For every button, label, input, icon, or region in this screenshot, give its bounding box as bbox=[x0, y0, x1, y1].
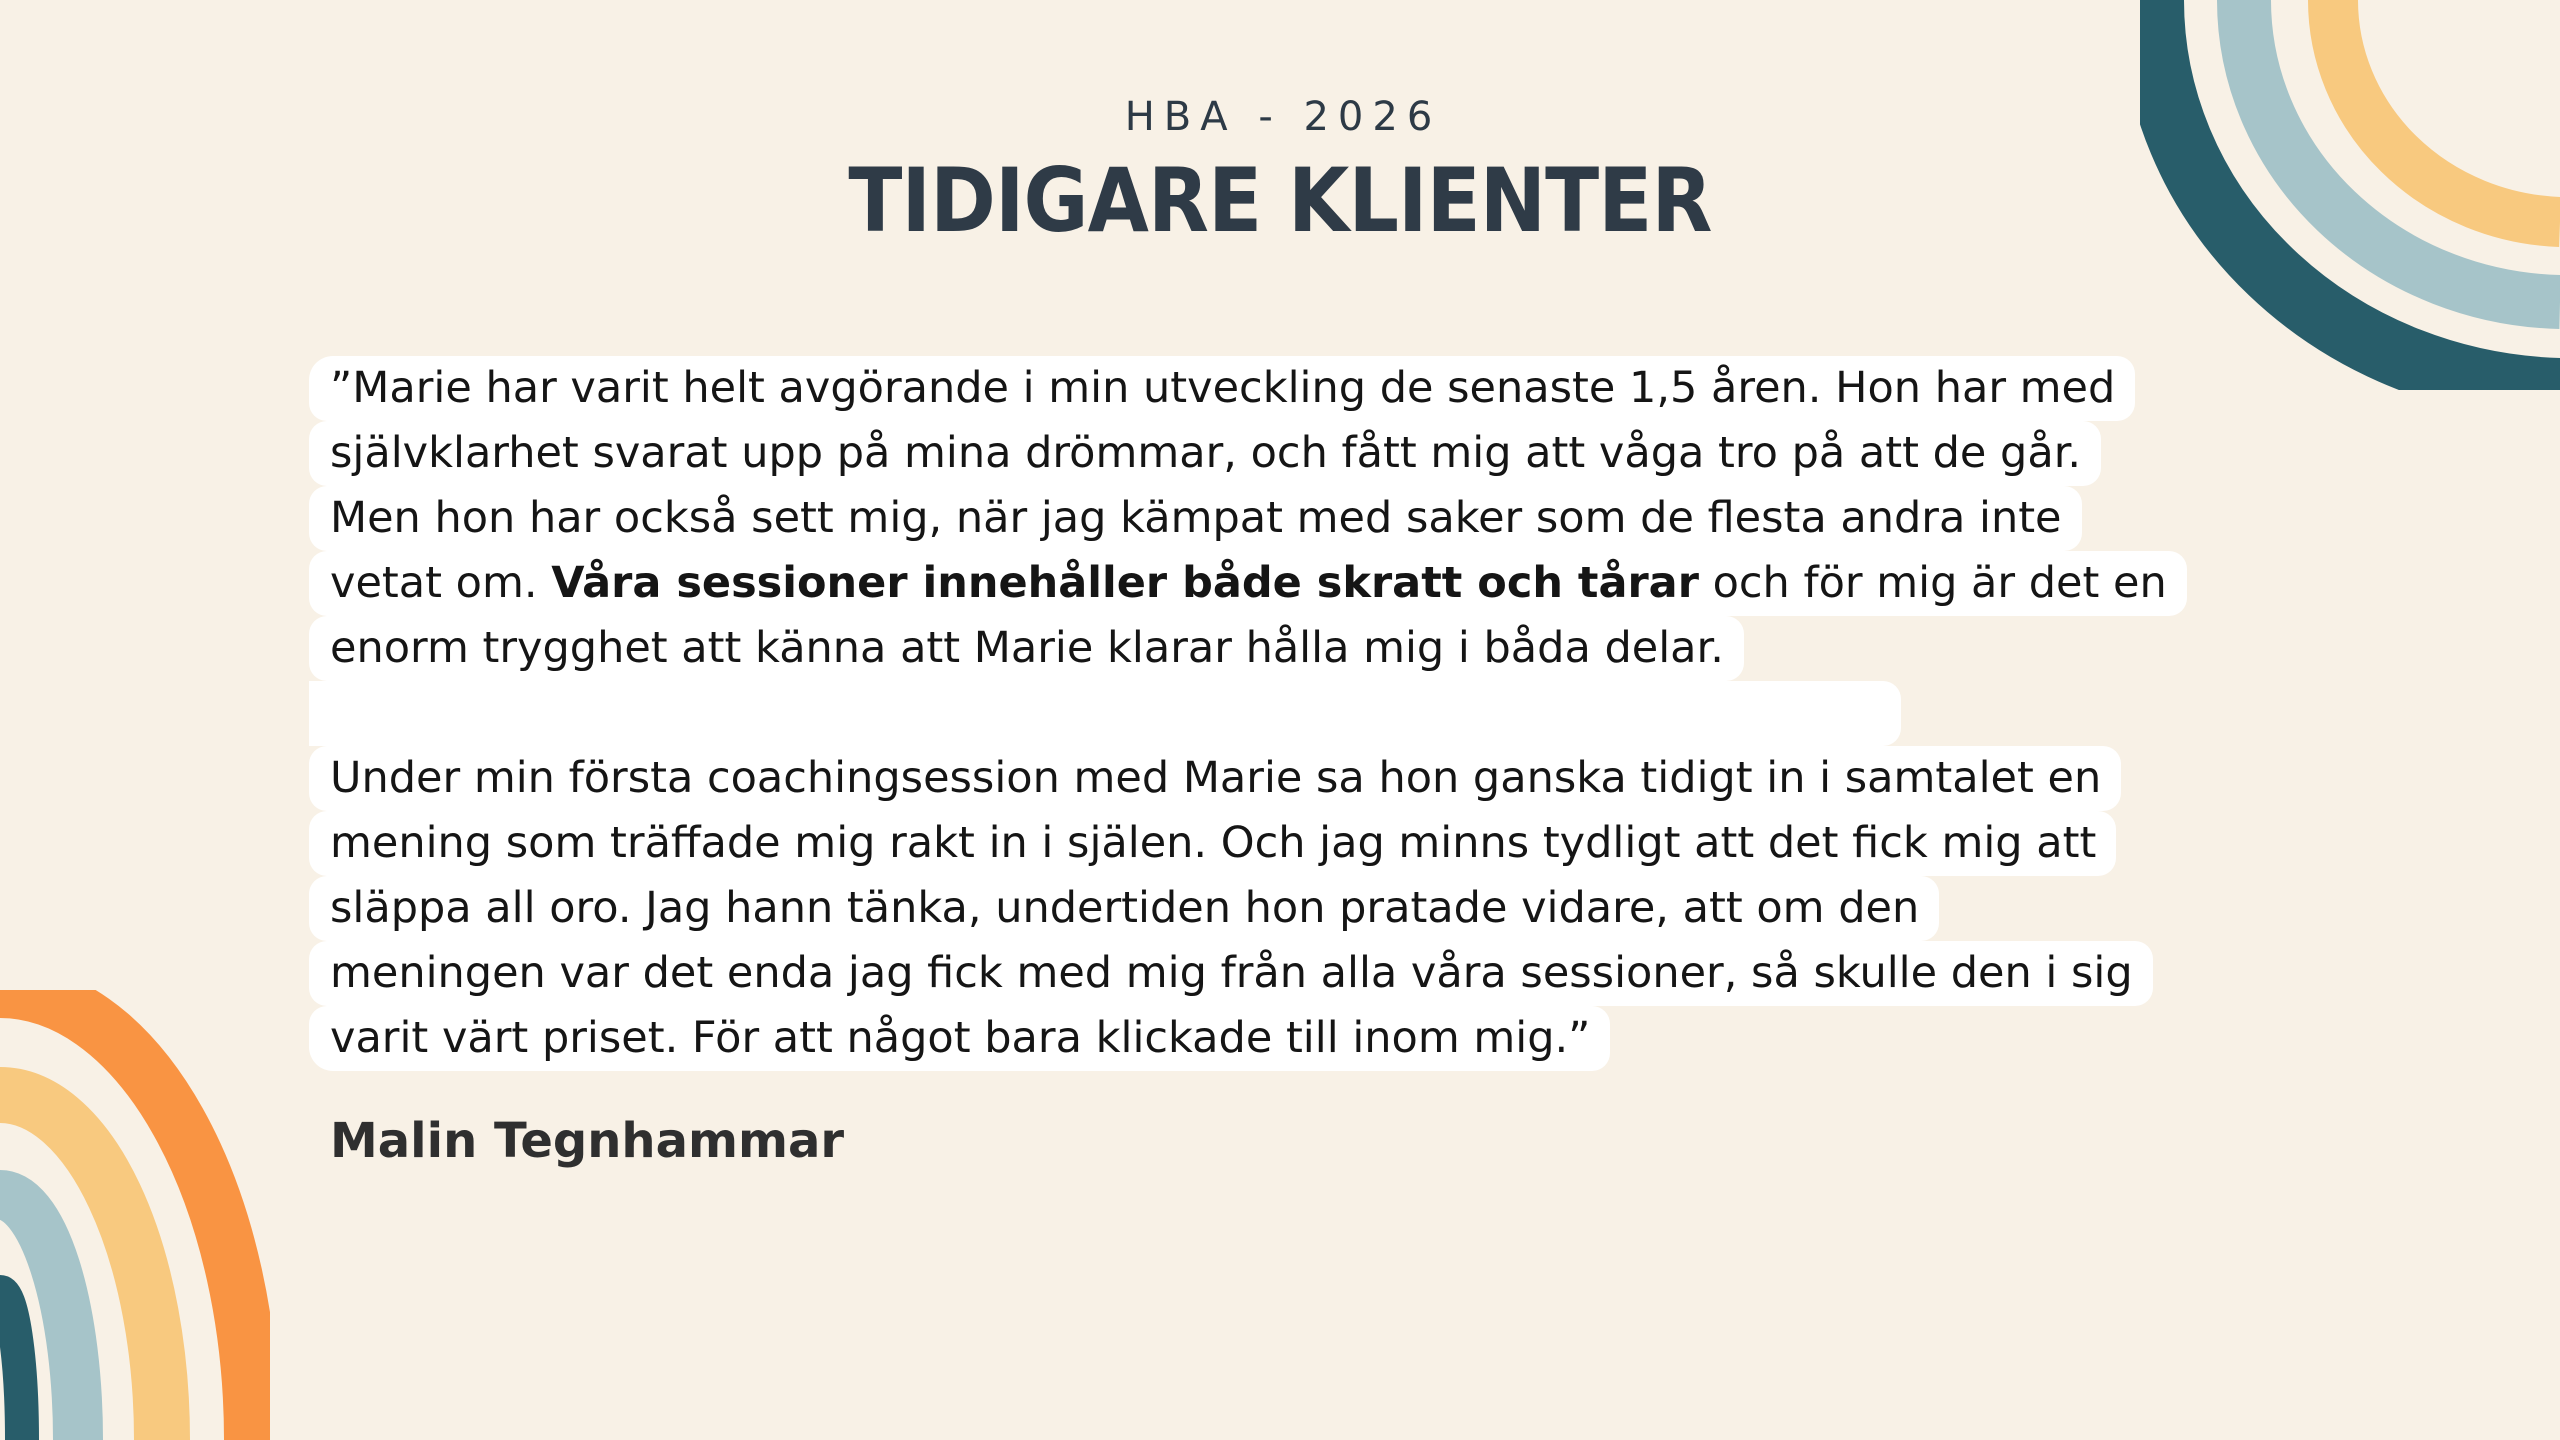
quote-text: och för mig är det en bbox=[1698, 558, 2167, 608]
quote-line: ”Marie har varit helt avgörande i min utveckling de senaste 1,5 åren. Hon har med bbox=[309, 356, 2135, 421]
quote-line: självklarhet svarat upp på mina drömmar, och fått mig att våga tro på att de går. bbox=[309, 421, 2101, 486]
quote-text: vetat om. bbox=[330, 558, 552, 608]
quote-line: mening som träffade mig rakt in i själen. Och jag minns tydligt att det fick mig att bbox=[309, 811, 2116, 876]
quote-line: Under min första coachingsession med Marie sa hon ganska tidigt in i samtalet en bbox=[309, 746, 2121, 811]
quote-line: varit värt priset. För att något bara klickade till inom mig.” bbox=[309, 1006, 1610, 1071]
decorative-arcs-bottom-left bbox=[0, 990, 270, 1440]
quote-line-with-emphasis bbox=[309, 551, 2187, 616]
quote-line: meningen var det enda jag fick med mig från alla våra sessioner, så skulle den i sig bbox=[309, 941, 2153, 1006]
page-header bbox=[0, 86, 2560, 254]
quote-author: Malin Tegnhammar bbox=[330, 1113, 845, 1169]
quote-paragraph-2 bbox=[309, 746, 2229, 1071]
quote-line: Men hon har också sett mig, när jag kämpat med saker som de flesta andra inte bbox=[309, 486, 2082, 551]
quote-line: enorm trygghet att känna att Marie klarar hålla mig i båda delar. bbox=[309, 616, 1744, 681]
quote-paragraph-1 bbox=[309, 356, 2229, 681]
page-title: TIDIGARE KLIENTER bbox=[848, 149, 1712, 252]
header-subtitle: HBA - 2026 bbox=[1124, 94, 1442, 140]
paragraph-spacer bbox=[309, 681, 1901, 746]
quote-line: släppa all oro. Jag hann tänka, undertiden hon pratade vidare, att om den bbox=[309, 876, 1939, 941]
quote-emphasis: Våra sessioner innehåller både skratt och tårar bbox=[551, 558, 1699, 608]
testimonial-quote bbox=[309, 356, 2229, 1071]
